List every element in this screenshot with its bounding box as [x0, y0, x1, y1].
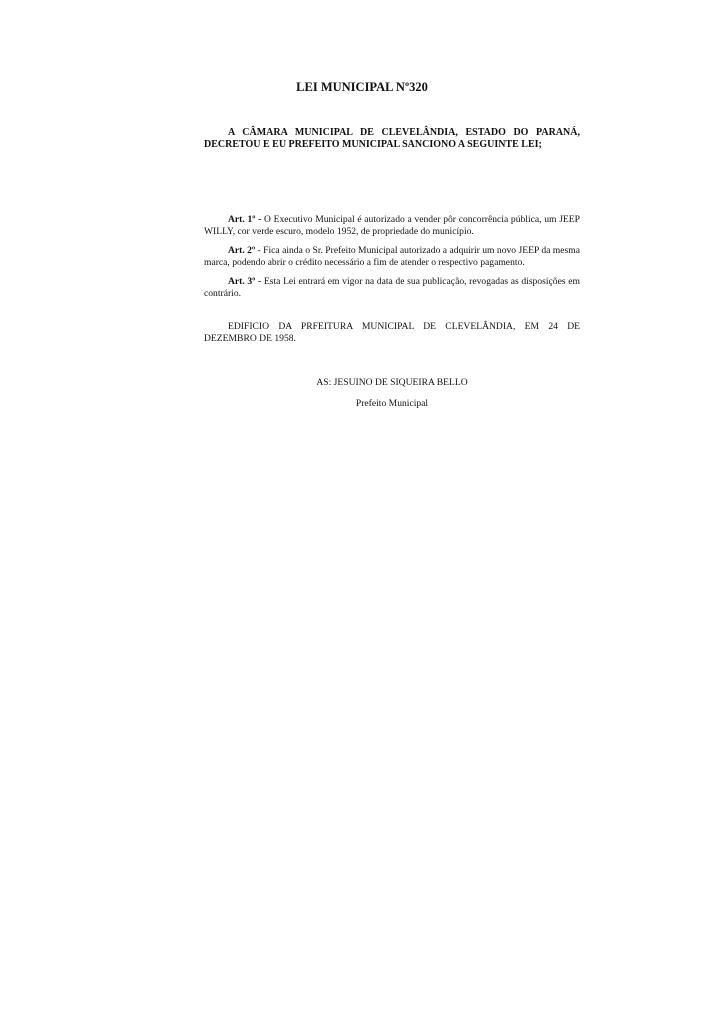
closing-statement: EDIFICIO DA PRFEITURA MUNICIPAL DE CLEVELÂNDIA, EM 24 DE DEZEMBRO DE 1958. — [204, 321, 580, 344]
article-1 — [204, 214, 580, 237]
article-1-text: O Executivo Municipal é autorizado a vender pôr concorrência pública, um JEEP WILLY, cor verde escuro, modelo 1952, de propriedade do município. — [204, 214, 580, 237]
article-1-label: Art. 1º - — [228, 214, 262, 225]
document-title: LEI MUNICIPAL Nº320 — [296, 80, 428, 94]
article-3-text: Esta Lei entrará em vigor na data de sua publicação, revogadas as disposições em contrário. — [204, 276, 580, 299]
signer-title: Prefeito Municipal — [355, 398, 429, 409]
article-2-text: - Fica ainda o Sr. Prefeito Municipal autorizado a adquirir um novo JEEP da mesma marca, podendo abrir o crédito necessário a fim de atender o respectivo pagamento. — [204, 245, 580, 268]
article-2 — [204, 245, 580, 268]
article-3 — [204, 276, 580, 299]
signature-line: AS: JESUINO DE SIQUEIRA BELLO — [316, 377, 468, 388]
article-3-label: Art. 3º - — [228, 276, 262, 288]
preamble: A CÂMARA MUNICIPAL DE CLEVELÂNDIA, ESTADO DO PARANÁ, DECRETOU E EU PREFEITO MUNICIPAL SANCIONO A SEGUINTE LEI; — [204, 127, 580, 151]
article-2-label: Art. 2º — [228, 245, 256, 257]
articles-section — [204, 214, 580, 308]
